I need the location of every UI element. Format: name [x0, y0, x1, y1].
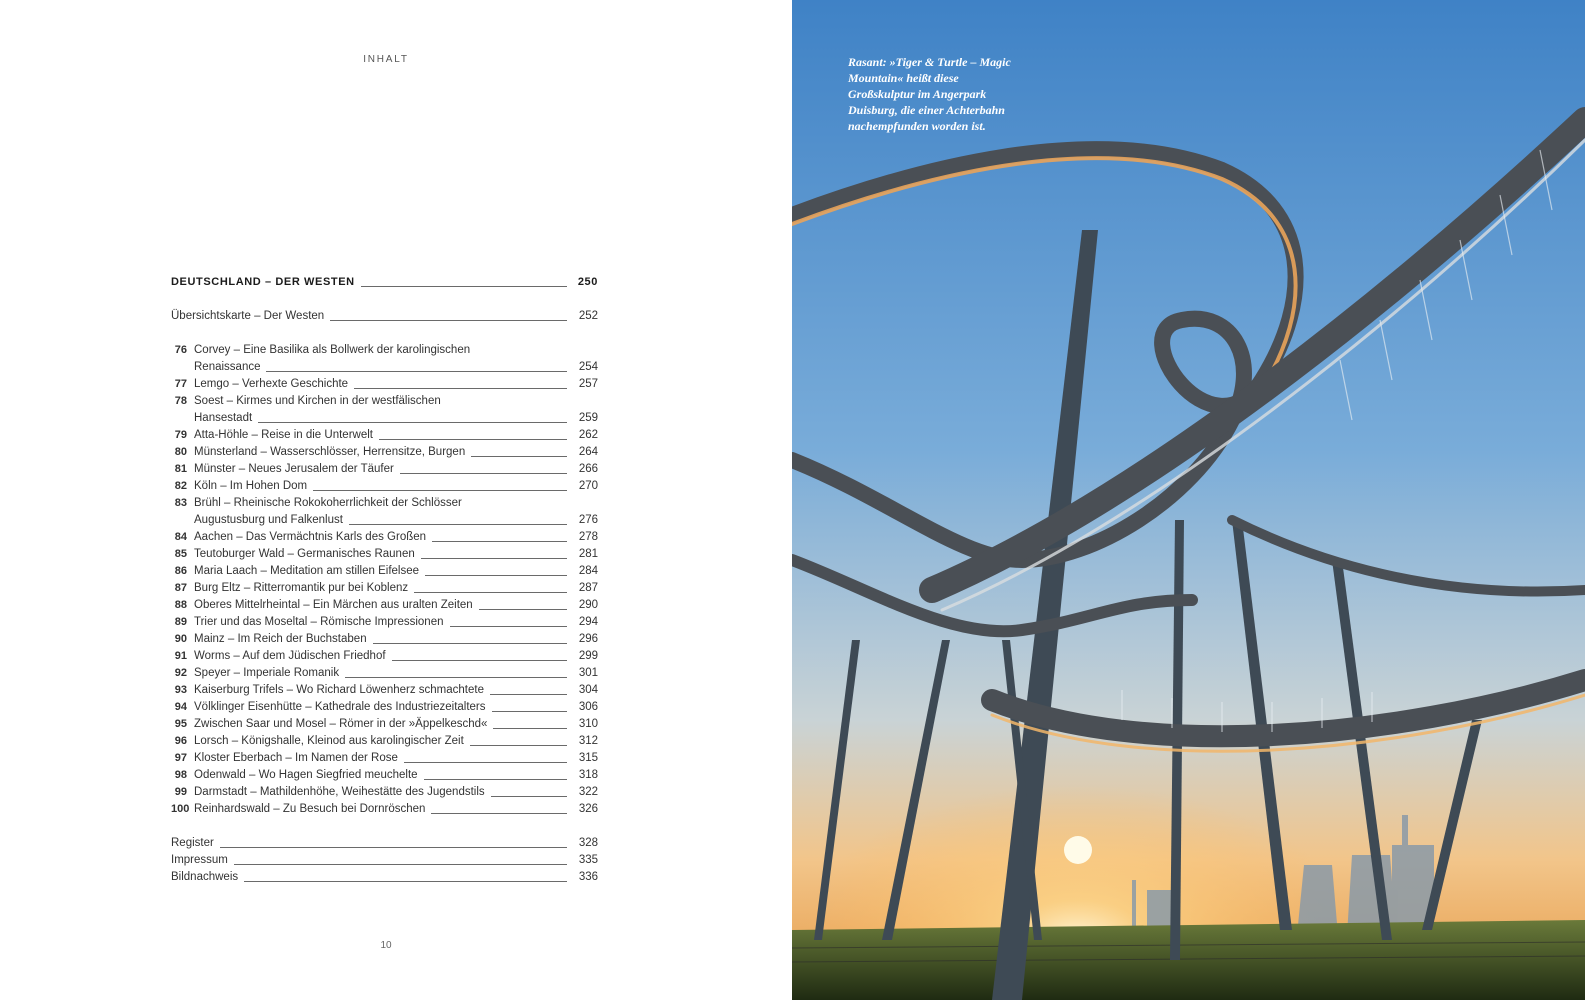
toc-entry-title: Lemgo – Verhexte Geschichte: [194, 378, 349, 390]
toc-entry[interactable]: [171, 546, 598, 563]
toc-entry-title: Münster – Neues Jerusalem der Täufer: [194, 463, 394, 475]
leader-line: [392, 660, 567, 661]
toc-entry-number: 96: [174, 735, 187, 747]
leader-line: [361, 286, 567, 287]
leader-line: [432, 541, 567, 542]
toc-entry[interactable]: [171, 631, 598, 648]
toc-entry-number: 82: [174, 480, 187, 492]
toc-entry-number: 86: [174, 565, 187, 577]
leader-line: [373, 643, 567, 644]
leader-line: [258, 422, 567, 423]
toc-entry-number: 93: [174, 684, 187, 696]
leader-line: [493, 728, 567, 729]
leader-line: [313, 490, 567, 491]
toc-entry-title: Lorsch – Königshalle, Kleinod aus karolingischer Zeit: [194, 735, 464, 747]
photo-page: [792, 0, 1585, 1000]
toc-page-number: 304: [578, 684, 598, 696]
toc-entry-number: 84: [174, 531, 187, 543]
leader-line: [479, 609, 567, 610]
leader-line: [379, 439, 567, 440]
toc-region-heading[interactable]: [171, 274, 598, 291]
leader-line: [470, 745, 567, 746]
toc-page-number: 281: [578, 548, 598, 560]
toc-entry-number: 94: [174, 701, 187, 713]
toc-entry-number: 98: [174, 769, 187, 781]
toc-page-number: 315: [578, 752, 598, 764]
toc-page-number: 326: [578, 803, 598, 815]
toc-page-number: 264: [578, 446, 598, 458]
toc-entry-continuation[interactable]: [171, 359, 598, 376]
photo-caption: Rasant: »Tiger & Turtle – Magic Mountain« heißt diese Großskulptur im Angerpark Duisburg, die einer Achterbahn nachempfunden worden ist.: [848, 55, 1011, 133]
toc-page-number: 301: [578, 667, 598, 679]
table-of-contents: [171, 274, 598, 886]
toc-page-number: 318: [578, 769, 598, 781]
toc-entry-title: Speyer – Imperiale Romanik: [194, 667, 340, 679]
toc-entry-number: 97: [174, 752, 187, 764]
leader-line: [450, 626, 568, 627]
toc-entry-number: 88: [174, 599, 187, 611]
sculpture-photo: [792, 0, 1585, 1000]
toc-page-number: 270: [578, 480, 598, 492]
leader-line: [400, 473, 567, 474]
toc-page-number: 276: [578, 514, 598, 526]
toc-entry-continuation[interactable]: [171, 512, 598, 529]
toc-entry-number: 78: [174, 395, 187, 407]
toc-entry-title: Darmstadt – Mathildenhöhe, Weihestätte des Jugendstils: [194, 786, 485, 798]
leader-line: [490, 694, 567, 695]
toc-appendix-title: Register: [171, 837, 214, 849]
toc-entry[interactable]: [171, 767, 598, 784]
toc-page-number: 328: [578, 837, 598, 849]
toc-page-number: 254: [578, 361, 598, 373]
leader-line: [421, 558, 567, 559]
toc-page-number: 336: [578, 871, 598, 883]
toc-entry-title: Corvey – Eine Basilika als Bollwerk der karolingischen: [194, 344, 471, 356]
toc-entry[interactable]: [171, 750, 598, 767]
toc-overview-map[interactable]: [171, 308, 598, 325]
leader-line: [345, 677, 567, 678]
toc-entry-title-line2: Renaissance: [194, 361, 261, 373]
toc-page-number: 278: [578, 531, 598, 543]
toc-entry[interactable]: [171, 393, 598, 410]
toc-page-number: 310: [578, 718, 598, 730]
toc-appendix-item[interactable]: [171, 852, 598, 869]
leader-line: [414, 592, 567, 593]
toc-page-number: 287: [578, 582, 598, 594]
toc-entry-number: 100: [171, 803, 190, 815]
section-label: INHALT: [363, 54, 409, 65]
toc-entry-title: Teutoburger Wald – Germanisches Raunen: [194, 548, 415, 560]
toc-entry[interactable]: [171, 444, 598, 461]
toc-page-number: 257: [578, 378, 598, 390]
toc-page-number: 262: [578, 429, 598, 441]
leader-line: [424, 779, 567, 780]
toc-appendix-list: [171, 835, 598, 886]
toc-region-title: DEUTSCHLAND – DER WESTEN: [171, 276, 355, 288]
toc-entry[interactable]: [171, 461, 598, 478]
toc-page-number: 252: [578, 310, 598, 322]
leader-line: [244, 881, 567, 882]
toc-entry-number: 81: [174, 463, 187, 475]
toc-entry-number: 87: [174, 582, 187, 594]
toc-entry[interactable]: [171, 614, 598, 631]
toc-entry[interactable]: [171, 801, 598, 818]
toc-entry[interactable]: [171, 716, 598, 733]
toc-entry[interactable]: [171, 682, 598, 699]
toc-entry-number: 80: [174, 446, 187, 458]
toc-entry[interactable]: [171, 427, 598, 444]
leader-line: [471, 456, 567, 457]
toc-page-number: 294: [578, 616, 598, 628]
leader-line: [349, 524, 567, 525]
leader-line: [404, 762, 567, 763]
toc-page-number: 266: [578, 463, 598, 475]
toc-entry[interactable]: [171, 495, 598, 512]
leader-line: [220, 847, 567, 848]
toc-entry-title: Burg Eltz – Ritterromantik pur bei Koblenz: [194, 582, 409, 594]
toc-entry[interactable]: [171, 342, 598, 359]
toc-entry-title: Münsterland – Wasserschlösser, Herrensitze, Burgen: [194, 446, 466, 458]
toc-entry-number: 79: [174, 429, 187, 441]
toc-entry-title: Kloster Eberbach – Im Namen der Rose: [194, 752, 398, 764]
leader-line: [234, 864, 567, 865]
toc-entry[interactable]: [171, 648, 598, 665]
toc-page-number: 290: [578, 599, 598, 611]
toc-entry-title: Soest – Kirmes und Kirchen in der westfälischen: [194, 395, 441, 407]
toc-entry-title: Völklinger Eisenhütte – Kathedrale des Industriezeitalters: [194, 701, 486, 713]
leader-line: [330, 320, 567, 321]
toc-entry-number: 77: [174, 378, 187, 390]
toc-page-number: 296: [578, 633, 598, 645]
toc-page-number: 299: [578, 650, 598, 662]
toc-entry-title: Atta-Höhle – Reise in die Unterwelt: [194, 429, 373, 441]
toc-entry-list: [171, 342, 598, 818]
toc-entry[interactable]: [171, 563, 598, 580]
toc-entry[interactable]: [171, 478, 598, 495]
toc-entry[interactable]: [171, 665, 598, 682]
toc-appendix-item[interactable]: [171, 835, 598, 852]
toc-entry-number: 83: [174, 497, 187, 509]
toc-page-number: 284: [578, 565, 598, 577]
toc-entry[interactable]: [171, 699, 598, 716]
toc-entry[interactable]: [171, 580, 598, 597]
toc-entry-number: 95: [174, 718, 187, 730]
toc-entry-title: Trier und das Moseltal – Römische Impressionen: [194, 616, 444, 628]
leader-line: [266, 371, 567, 372]
leader-line: [431, 813, 567, 814]
toc-entry-title: Worms – Auf dem Jüdischen Friedhof: [194, 650, 386, 662]
page-number: 10: [380, 940, 392, 951]
toc-entry-title-line2: Augustusburg und Falkenlust: [194, 514, 343, 526]
toc-appendix-title: Impressum: [171, 854, 228, 866]
toc-page-number: 312: [578, 735, 598, 747]
toc-entry[interactable]: [171, 597, 598, 614]
leader-line: [354, 388, 567, 389]
toc-entry-title: Köln – Im Hohen Dom: [194, 480, 308, 492]
toc-entry[interactable]: [171, 376, 598, 393]
toc-page-number: 306: [578, 701, 598, 713]
toc-page-number: 335: [578, 854, 598, 866]
toc-entry[interactable]: [171, 733, 598, 750]
toc-overview-title: Übersichtskarte – Der Westen: [171, 310, 325, 322]
toc-entry-title: Zwischen Saar und Mosel – Römer in der »Äppelkeschd«: [194, 718, 488, 730]
leader-line: [425, 575, 567, 576]
toc-entry-number: 76: [174, 344, 187, 356]
toc-entry-number: 91: [174, 650, 187, 662]
toc-entry[interactable]: [171, 529, 598, 546]
toc-page-number: 322: [578, 786, 598, 798]
toc-entry-title: Aachen – Das Vermächtnis Karls des Großen: [194, 531, 427, 543]
toc-entry-title: Maria Laach – Meditation am stillen Eifelsee: [194, 565, 420, 577]
toc-entry-title: Oberes Mittelrheintal – Ein Märchen aus uralten Zeiten: [194, 599, 473, 611]
toc-page-number: 250: [577, 276, 598, 288]
toc-page-number: 259: [578, 412, 598, 424]
toc-appendix-item[interactable]: [171, 869, 598, 886]
toc-entry-title: Reinhardswald – Zu Besuch bei Dornröschen: [194, 803, 426, 815]
toc-entry-number: 90: [174, 633, 187, 645]
toc-entry-number: 85: [174, 548, 187, 560]
toc-entry-number: 89: [174, 616, 187, 628]
toc-entry-title-line2: Hansestadt: [194, 412, 253, 424]
toc-appendix-title: Bildnachweis: [171, 871, 239, 883]
toc-entry-title: Kaiserburg Trifels – Wo Richard Löwenherz schmachtete: [194, 684, 484, 696]
toc-entry-title: Brühl – Rheinische Rokokoherrlichkeit der Schlösser: [194, 497, 462, 509]
toc-entry-number: 99: [174, 786, 187, 798]
toc-entry-title: Odenwald – Wo Hagen Siegfried meuchelte: [194, 769, 418, 781]
toc-entry[interactable]: [171, 784, 598, 801]
toc-entry-title: Mainz – Im Reich der Buchstaben: [194, 633, 367, 645]
leader-line: [491, 796, 567, 797]
leader-line: [492, 711, 567, 712]
left-page: [0, 0, 792, 1000]
toc-entry-number: 92: [174, 667, 187, 679]
toc-entry-continuation[interactable]: [171, 410, 598, 427]
